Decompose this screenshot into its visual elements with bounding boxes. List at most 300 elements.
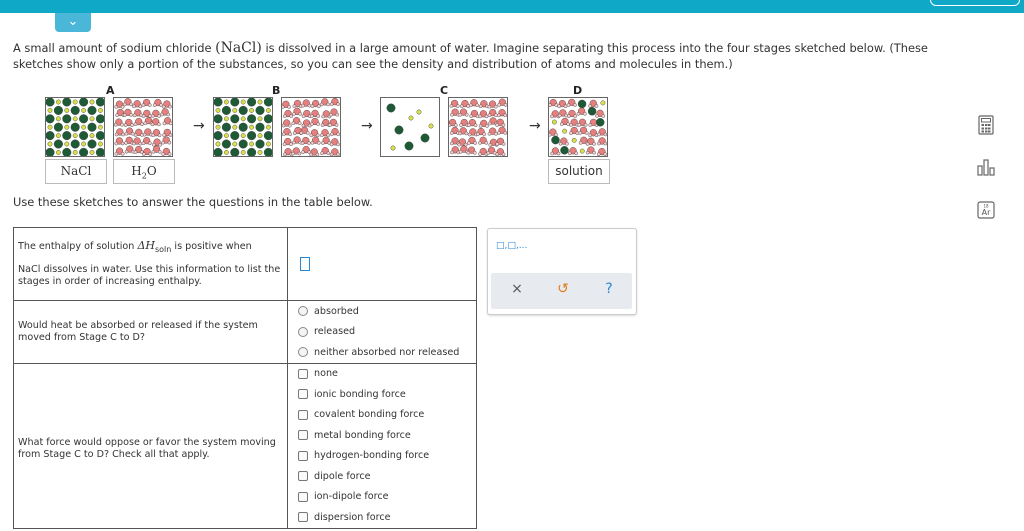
sodium-ion — [241, 133, 245, 137]
chloride-ion — [239, 140, 248, 149]
solution-sketch-d — [548, 97, 608, 157]
help-icon[interactable]: ? — [605, 281, 613, 297]
water-hydrogen — [282, 133, 285, 136]
chloride-ion — [247, 148, 256, 156]
water-hydrogen — [149, 152, 152, 155]
chloride-ion — [247, 98, 256, 106]
sodium-ion — [90, 100, 94, 104]
water-hydrogen — [320, 134, 323, 137]
radio-button[interactable] — [298, 306, 308, 316]
water-hydrogen — [316, 153, 319, 156]
chloride-ion — [231, 115, 240, 124]
chloride-ion — [96, 98, 104, 106]
water-hydrogen — [488, 122, 491, 125]
water-hydrogen — [311, 141, 314, 144]
water-hydrogen — [143, 133, 146, 136]
water-hydrogen — [597, 153, 600, 156]
chloride-ion — [71, 106, 80, 115]
water-hydrogen — [114, 123, 117, 126]
sodium-ion — [65, 108, 69, 112]
checkbox-option-dispersion[interactable]: dispersion force — [288, 507, 476, 528]
water-hydrogen — [158, 150, 161, 153]
sodium-ion — [73, 133, 77, 137]
water-hydrogen — [579, 131, 582, 134]
label-nacl: NaCl — [45, 159, 107, 184]
water-hydrogen — [161, 141, 164, 144]
sodium-ion — [258, 133, 262, 137]
chloride-ion — [264, 98, 272, 106]
sodium-ion — [90, 117, 94, 121]
sodium-ion — [98, 108, 102, 112]
arrow-a-b: → — [193, 118, 205, 134]
checkbox-option-ionic[interactable]: ionic bonding force — [288, 384, 476, 405]
checkbox[interactable] — [298, 430, 308, 440]
water-hydrogen — [115, 152, 118, 155]
water-hydrogen — [168, 141, 171, 144]
water-hydrogen — [282, 124, 285, 127]
water-hydrogen — [488, 114, 491, 117]
water-hydrogen — [575, 152, 578, 155]
sodium-ion — [391, 146, 395, 150]
top-bar — [0, 0, 1024, 13]
chloride-ion — [63, 98, 72, 106]
water-hydrogen — [299, 112, 302, 115]
water-hydrogen — [158, 134, 161, 137]
water-hydrogen — [585, 131, 588, 134]
sodium-ion — [266, 108, 270, 112]
water-hydrogen — [317, 141, 320, 144]
water-hydrogen — [336, 103, 339, 106]
checkbox-option-hydrogen[interactable]: hydrogen-bonding force — [288, 446, 476, 467]
water-hydrogen — [504, 114, 507, 117]
close-icon[interactable]: × — [511, 281, 523, 297]
chloride-ion — [421, 134, 429, 142]
checkbox[interactable] — [298, 512, 308, 522]
water-hydrogen — [579, 141, 582, 144]
radio-button[interactable] — [298, 347, 308, 357]
water-hydrogen — [168, 153, 171, 156]
water-hydrogen — [595, 114, 598, 117]
water-hydrogen — [317, 114, 320, 117]
water-hydrogen — [557, 152, 560, 155]
sodium-ion — [216, 142, 220, 146]
chloride-ion — [264, 131, 272, 140]
water-hydrogen — [288, 124, 291, 127]
chloride-ion — [264, 115, 272, 124]
checkbox[interactable] — [298, 410, 308, 420]
water-hydrogen — [479, 105, 482, 108]
chloride-ion — [395, 126, 403, 134]
sodium-ion — [81, 142, 85, 146]
checkbox[interactable] — [298, 369, 308, 379]
water-hydrogen — [498, 103, 501, 106]
water-hydrogen — [459, 124, 462, 127]
answer-3 — [288, 363, 477, 528]
list-template-button[interactable]: □,□,... — [496, 241, 528, 251]
water-hydrogen — [330, 133, 333, 136]
collapse-chevron-icon[interactable]: ⌄ — [55, 13, 91, 32]
sodium-ion — [73, 100, 77, 104]
sodium-ion — [90, 150, 94, 154]
chloride-ion — [222, 140, 231, 149]
water-hydrogen — [327, 134, 330, 137]
sodium-ion — [249, 125, 253, 129]
svg-text:18: 18 — [983, 203, 989, 209]
water-hydrogen — [602, 114, 605, 117]
water-hydrogen — [152, 143, 155, 146]
sodium-ion — [580, 149, 584, 153]
water-hydrogen — [485, 141, 488, 144]
water-hydrogen — [584, 123, 587, 126]
water-hydrogen — [478, 153, 481, 156]
water-hydrogen — [168, 105, 171, 108]
water-hydrogen — [502, 142, 505, 145]
water-hydrogen — [167, 113, 170, 116]
sodium-ion — [224, 133, 228, 137]
water-hydrogen — [148, 142, 151, 145]
water-hydrogen — [474, 141, 477, 144]
water-hydrogen — [497, 131, 500, 134]
water-hydrogen — [125, 132, 128, 135]
water-hydrogen — [293, 105, 296, 108]
water-hydrogen — [336, 113, 339, 116]
sodium-ion — [233, 108, 237, 112]
question-3: What force would oppose or favor the system moving from Stage C to D? Check all that apply. — [14, 363, 288, 528]
water-hydrogen — [479, 115, 482, 118]
checkbox[interactable] — [298, 389, 308, 399]
water-hydrogen — [144, 122, 147, 125]
water-hydrogen — [160, 113, 163, 116]
water-hydrogen — [306, 131, 309, 134]
chloride-ion — [239, 106, 248, 115]
water-hydrogen — [121, 133, 124, 136]
chloride-ion — [88, 140, 97, 149]
water-hydrogen — [298, 122, 301, 125]
water-hydrogen — [115, 133, 118, 136]
water-hydrogen — [326, 103, 329, 106]
water-hydrogen — [120, 123, 123, 126]
water-hydrogen — [465, 132, 468, 135]
water-hydrogen — [139, 105, 142, 108]
sodium-ion — [98, 142, 102, 146]
water-hydrogen — [494, 105, 497, 108]
water-hydrogen — [450, 131, 453, 134]
chloride-ion — [247, 131, 256, 140]
water-hydrogen — [476, 133, 479, 136]
water-hydrogen — [465, 113, 468, 116]
water-hydrogen — [551, 152, 554, 155]
chloride-ion — [231, 131, 240, 140]
water-hydrogen — [283, 153, 286, 156]
water-hydrogen — [549, 133, 551, 136]
water-hydrogen — [337, 133, 340, 136]
water-hydrogen — [573, 103, 576, 106]
water-hydrogen — [169, 133, 172, 136]
chloride-ion — [96, 131, 104, 140]
chloride-ion — [596, 118, 604, 126]
sodium-ion — [249, 142, 253, 146]
chloride-ion — [96, 148, 104, 156]
instructions-text: Use these sketches to answer the questions in the table below. — [13, 195, 373, 209]
water-hydrogen — [504, 131, 507, 134]
chloride-ion — [222, 123, 231, 132]
water-hydrogen — [321, 141, 324, 144]
nacl-lattice-sketch-a — [45, 97, 105, 157]
sodium-ion — [241, 100, 245, 104]
water-hydrogen — [123, 113, 126, 116]
chloride-ion — [63, 115, 72, 124]
sodium-ion — [81, 108, 85, 112]
periodic-table-icon[interactable] — [975, 200, 997, 220]
sodium-ion — [258, 150, 262, 154]
water-hydrogen — [124, 141, 127, 144]
question-table — [13, 227, 477, 529]
water-hydrogen — [282, 105, 284, 108]
checkbox-option-covalent[interactable]: covalent bonding force — [288, 405, 476, 426]
undo-icon[interactable]: ↺ — [557, 281, 569, 297]
answer-tool-panel — [487, 228, 637, 315]
sodium-ion — [56, 150, 60, 154]
water-hydrogen — [148, 103, 151, 106]
radio-option-absorbed[interactable]: absorbed — [288, 301, 476, 322]
water-hydrogen — [129, 103, 132, 106]
water-hydrogen — [310, 122, 313, 125]
question-row-2 — [14, 301, 477, 364]
water-hydrogen — [483, 133, 486, 136]
water-hydrogen — [568, 152, 571, 155]
water-hydrogen — [467, 151, 470, 154]
water-hydrogen — [140, 123, 143, 126]
question-row-1 — [14, 228, 477, 301]
water-hydrogen — [115, 142, 118, 145]
water-hydrogen — [335, 123, 338, 126]
chloride-ion — [256, 123, 265, 132]
chloride-ion — [79, 131, 88, 140]
chloride-ion — [551, 136, 559, 144]
water-hydrogen — [454, 124, 457, 127]
water-hydrogen — [152, 150, 155, 153]
water-hydrogen — [550, 115, 553, 118]
chloride-ion — [71, 123, 80, 132]
water-hydrogen — [283, 115, 286, 118]
water-hydrogen — [301, 104, 304, 107]
water-hydrogen — [163, 133, 166, 136]
data-chart-icon[interactable] — [975, 157, 997, 177]
water-hydrogen — [565, 142, 568, 145]
radio-option-released[interactable]: released — [288, 322, 476, 343]
sodium-ion — [233, 142, 237, 146]
order-answer-input[interactable] — [300, 257, 310, 271]
sodium-ion — [65, 142, 69, 146]
water-hydrogen — [293, 132, 296, 135]
chloride-ion — [63, 148, 72, 156]
water-hydrogen — [308, 104, 311, 107]
top-bar-pill[interactable] — [930, 0, 1020, 6]
chloride-ion — [387, 104, 395, 112]
chloride-ion — [79, 148, 88, 156]
water-hydrogen — [469, 104, 472, 107]
water-hydrogen — [569, 123, 572, 126]
water-hydrogen — [292, 122, 295, 125]
chloride-ion — [96, 115, 104, 124]
water-hydrogen — [458, 143, 461, 146]
water-hydrogen — [142, 114, 145, 117]
sodium-ion — [562, 129, 566, 133]
water-hydrogen — [560, 122, 563, 125]
water-hydrogen — [162, 105, 165, 108]
question-row-3 — [14, 363, 477, 528]
stage-letter-c: C — [440, 84, 449, 97]
sodium-ion — [258, 100, 262, 104]
radio-button[interactable] — [298, 327, 308, 337]
water-hydrogen — [124, 123, 127, 126]
sodium-ion — [224, 117, 228, 121]
chloride-ion — [214, 148, 222, 156]
water-hydrogen — [449, 124, 451, 127]
water-hydrogen — [487, 151, 490, 154]
water-hydrogen — [559, 142, 562, 145]
question-2: Would heat be absorbed or released if the system moved from Stage C to D? — [14, 301, 288, 364]
sodium-ion — [572, 138, 576, 142]
calculator-icon[interactable] — [975, 115, 997, 135]
water-hydrogen — [474, 124, 477, 127]
chloride-ion — [561, 146, 569, 154]
water-hydrogen — [592, 151, 595, 154]
chloride-ion — [222, 106, 231, 115]
water-hydrogen — [586, 151, 589, 154]
sodium-ion — [409, 116, 413, 120]
water-hydrogen — [496, 123, 499, 126]
water-hydrogen — [597, 142, 600, 145]
checkbox[interactable] — [298, 471, 308, 481]
checkbox-option-dipole[interactable]: dipole force — [288, 466, 476, 487]
chloride-ion — [46, 115, 54, 124]
sodium-ion — [48, 142, 52, 146]
panel-toolbar — [491, 273, 632, 309]
water-hydrogen — [603, 153, 606, 156]
water-hydrogen — [476, 104, 479, 107]
water-hydrogen — [478, 141, 481, 144]
water-hydrogen — [488, 132, 491, 135]
water-hydrogen — [494, 114, 497, 117]
water-hydrogen — [139, 142, 142, 145]
stage-letter-d: D — [573, 84, 583, 97]
water-hydrogen — [336, 143, 339, 146]
water-hydrogen — [133, 114, 136, 117]
water-hydrogen — [292, 112, 295, 115]
water-hydrogen — [311, 105, 314, 108]
radio-option-neither[interactable]: neither absorbed nor released — [288, 342, 476, 363]
answer-2 — [288, 301, 477, 364]
water-hydrogen — [123, 103, 126, 106]
checkbox-option-ion-dipole[interactable]: ion-dipole force — [288, 487, 476, 508]
water-hydrogen — [485, 115, 488, 118]
water-hydrogen — [291, 152, 294, 155]
water-hydrogen — [321, 124, 324, 127]
water-hydrogen — [450, 113, 453, 116]
chloride-ion — [231, 98, 240, 106]
sodium-ion — [552, 120, 556, 124]
water-hydrogen — [597, 133, 600, 136]
arrow-c-d: → — [529, 118, 541, 134]
water-hydrogen — [169, 122, 172, 125]
water-hydrogen — [330, 143, 333, 146]
chloride-ion — [88, 123, 97, 132]
water-hydrogen — [132, 142, 135, 145]
water-hydrogen — [121, 142, 124, 145]
water-hydrogen — [456, 104, 459, 107]
water-hydrogen — [327, 152, 330, 155]
chloride-ion — [239, 123, 248, 132]
water-hydrogen — [289, 143, 292, 146]
separated-ions-sketch-c — [380, 97, 440, 157]
sodium-ion — [249, 108, 253, 112]
water-sketch-b — [281, 97, 341, 157]
sodium-ion — [266, 125, 270, 129]
chloride-ion — [54, 140, 63, 149]
water-hydrogen — [163, 122, 166, 125]
stage-letter-b: B — [272, 84, 281, 97]
svg-text:Ar: Ar — [981, 208, 991, 217]
water-hydrogen — [604, 133, 607, 136]
chloride-ion — [79, 98, 88, 106]
water-hydrogen — [129, 113, 132, 116]
sodium-ion — [233, 125, 237, 129]
sodium-ion — [73, 150, 77, 154]
water-hydrogen — [336, 153, 339, 156]
water-hydrogen — [468, 124, 471, 127]
water-hydrogen — [317, 122, 320, 125]
water-hydrogen — [157, 123, 160, 126]
water-hydrogen — [290, 115, 293, 118]
water-hydrogen — [302, 115, 305, 118]
water-hydrogen — [450, 151, 453, 154]
chloride-ion — [214, 115, 222, 124]
water-hydrogen — [134, 123, 137, 126]
water-hydrogen — [583, 112, 586, 115]
water-hydrogen — [125, 150, 128, 153]
sodium-ion — [417, 110, 421, 114]
sodium-ion — [48, 108, 52, 112]
water-hydrogen — [470, 115, 473, 118]
water-hydrogen — [589, 123, 592, 126]
chloride-ion — [54, 123, 63, 132]
water-hydrogen — [310, 134, 313, 137]
water-hydrogen — [151, 114, 154, 117]
water-hydrogen — [134, 151, 137, 154]
water-hydrogen — [567, 103, 570, 106]
checkbox[interactable] — [298, 451, 308, 461]
sodium-ion — [56, 100, 60, 104]
question-1: The enthalpy of solution $\Delta H_{soln}$ is positive when NaCl dissolves in water. Use this information to list the stages in order of increasing enthalpy. — [14, 228, 288, 301]
checkbox-option-metal[interactable]: metal bonding force — [288, 425, 476, 446]
water-hydrogen — [479, 124, 482, 127]
checkbox-option-none[interactable]: none — [288, 364, 476, 385]
checkbox[interactable] — [298, 492, 308, 502]
water-hydrogen — [488, 105, 491, 108]
chloride-ion — [231, 148, 240, 156]
sodium-ion — [98, 125, 102, 129]
water-hydrogen — [489, 143, 492, 146]
sodium-ion — [601, 101, 605, 105]
sodium-ion — [216, 125, 220, 129]
water-hydrogen — [134, 133, 137, 136]
sodium-ion — [90, 133, 94, 137]
water-hydrogen — [467, 141, 470, 144]
water-hydrogen — [497, 114, 500, 117]
sodium-ion — [216, 108, 220, 112]
water-hydrogen — [460, 105, 463, 108]
